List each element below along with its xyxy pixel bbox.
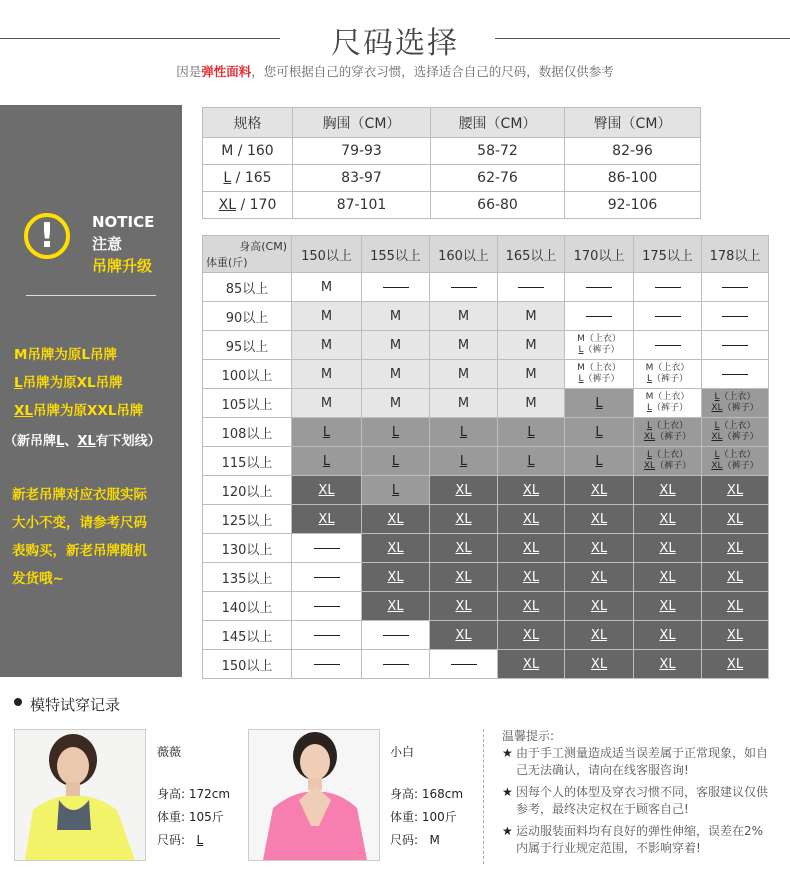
tag-line-m: M吊牌为原L吊牌 <box>14 347 118 363</box>
chest-cell: 87-101 <box>293 192 431 219</box>
size-recommend-cell: L <box>565 389 634 418</box>
dash-line <box>655 345 681 346</box>
hip-cell: 92-106 <box>565 192 701 219</box>
height-weight-fit-table <box>202 235 769 679</box>
table-row <box>203 165 701 192</box>
size-recommend-cell <box>292 621 362 650</box>
dash-line <box>722 345 748 346</box>
size-recommend-cell: XL <box>702 592 769 621</box>
size-recommend-cell: XL <box>634 476 702 505</box>
model-photo-2 <box>248 729 380 861</box>
size-recommend-cell: L <box>498 418 565 447</box>
size-recommend-cell: XL <box>702 476 769 505</box>
size-recommend-cell: L（上衣） XL（裤子） <box>702 389 769 418</box>
dash-line <box>383 635 409 636</box>
model-1-height: 身高: 172cm <box>157 787 231 801</box>
star-icon: ★ <box>502 824 513 838</box>
sidebar-para-4: 发货哦~ <box>12 571 64 587</box>
dash-line <box>722 374 748 375</box>
waist-cell: 58-72 <box>431 138 565 165</box>
size-recommend-cell <box>362 650 430 679</box>
size-recommend-cell <box>292 534 362 563</box>
size-recommend-cell: M <box>498 302 565 331</box>
weight-label: 125以上 <box>203 505 292 534</box>
col-header-waist: 腰围（CM） <box>431 108 565 138</box>
size-recommend-cell: L <box>292 418 362 447</box>
dash-line <box>451 664 477 665</box>
chest-cell: 79-93 <box>293 138 431 165</box>
size-recommend-cell <box>430 650 498 679</box>
size-recommend-cell: XL <box>430 563 498 592</box>
size-recommend-cell <box>362 273 430 302</box>
table-row <box>203 563 769 592</box>
size-recommend-cell: M <box>498 331 565 360</box>
weight-label: 85以上 <box>203 273 292 302</box>
size-recommend-cell <box>702 273 769 302</box>
size-recommend-cell <box>634 331 702 360</box>
weight-label: 140以上 <box>203 592 292 621</box>
size-recommend-cell <box>292 592 362 621</box>
size-recommend-cell: L（上衣） XL（裤子） <box>634 418 702 447</box>
table-row <box>203 331 769 360</box>
size-recommend-cell: XL <box>498 563 565 592</box>
size-recommend-cell: L <box>292 447 362 476</box>
size-recommend-cell: XL <box>702 563 769 592</box>
weight-label: 105以上 <box>203 389 292 418</box>
size-recommend-cell: M <box>292 389 362 418</box>
sidebar-para-3: 表购买，新老吊牌随机 <box>12 543 147 559</box>
notice-tag: 吊牌升级 <box>92 257 153 275</box>
size-recommend-cell: XL <box>565 650 634 679</box>
chest-cell: 83-97 <box>293 165 431 192</box>
size-recommend-cell: XL <box>634 621 702 650</box>
size-recommend-cell: XL <box>565 621 634 650</box>
dash-line <box>383 287 409 288</box>
tag-line-l: L吊牌为原XL吊牌 <box>14 375 123 391</box>
size-recommend-cell: XL <box>430 505 498 534</box>
size-recommend-cell: XL <box>565 592 634 621</box>
size-recommend-cell: XL <box>565 505 634 534</box>
size-recommend-cell: XL <box>430 592 498 621</box>
size-recommend-cell: L <box>362 476 430 505</box>
size-recommend-cell: L <box>498 447 565 476</box>
weight-label: 130以上 <box>203 534 292 563</box>
size-recommend-cell: XL <box>498 650 565 679</box>
size-recommend-cell: XL <box>565 476 634 505</box>
height-header: 150以上 <box>292 236 362 273</box>
model-1-size: 尺码: L <box>157 833 204 847</box>
size-recommend-cell: XL <box>702 650 769 679</box>
size-recommend-cell: M（上衣） L（裤子） <box>565 331 634 360</box>
size-recommend-cell: M <box>430 331 498 360</box>
height-header: 178以上 <box>702 236 769 273</box>
model-2-weight: 体重: 100斤 <box>390 810 457 824</box>
size-recommend-cell: L（上衣） XL（裤子） <box>634 447 702 476</box>
size-recommend-cell <box>634 273 702 302</box>
model-photo-1 <box>14 729 146 861</box>
weight-label: 95以上 <box>203 331 292 360</box>
dash-line <box>383 664 409 665</box>
notice-sidebar <box>0 105 182 677</box>
waist-cell: 62-76 <box>431 165 565 192</box>
size-recommend-cell: M（上衣） L（裤子） <box>634 389 702 418</box>
size-recommend-cell: M（上衣） L（裤子） <box>634 360 702 389</box>
tip-item: ★ 因每个人的体型及穿衣习惯不同，客服建议仅供参考，最终决定权在于顾客自己! <box>502 785 769 816</box>
col-header-spec: 规格 <box>203 108 293 138</box>
waist-cell: 66-80 <box>431 192 565 219</box>
tips-title: 温馨提示: <box>502 729 555 743</box>
weight-label: 135以上 <box>203 563 292 592</box>
size-spec-table <box>202 107 701 219</box>
size-recommend-cell: M <box>430 302 498 331</box>
weight-label: 150以上 <box>203 650 292 679</box>
tag-note: （新吊牌L、XL有下划线） <box>4 434 161 449</box>
height-header: 165以上 <box>498 236 565 273</box>
size-recommend-cell <box>292 563 362 592</box>
size-recommend-cell: XL <box>634 650 702 679</box>
size-recommend-cell <box>702 360 769 389</box>
dash-line <box>722 316 748 317</box>
size-recommend-cell: M <box>292 360 362 389</box>
dash-line <box>586 287 612 288</box>
weight-label: 100以上 <box>203 360 292 389</box>
corner-header: 身高(CM) 体重(斤) <box>203 236 292 273</box>
size-recommend-cell <box>498 273 565 302</box>
size-recommend-cell: L <box>430 418 498 447</box>
weight-label: 90以上 <box>203 302 292 331</box>
size-recommend-cell: M <box>430 389 498 418</box>
size-recommend-cell: XL <box>498 534 565 563</box>
size-cell: M / 160 <box>203 138 293 165</box>
hip-cell: 86-100 <box>565 165 701 192</box>
table-row <box>203 447 769 476</box>
size-recommend-cell: XL <box>430 476 498 505</box>
table-row <box>203 389 769 418</box>
size-recommend-cell: L <box>362 418 430 447</box>
notice-cn: 注意 <box>92 235 123 253</box>
size-recommend-cell <box>702 302 769 331</box>
bullet-dot-icon <box>14 698 22 706</box>
size-recommend-cell <box>292 650 362 679</box>
dash-line <box>314 548 340 549</box>
size-recommend-cell: XL <box>634 592 702 621</box>
dash-line <box>314 577 340 578</box>
size-recommend-cell: L（上衣） XL（裤子） <box>702 447 769 476</box>
size-recommend-cell: M <box>362 331 430 360</box>
models-section-title: 模特试穿记录 <box>30 696 121 714</box>
size-recommend-cell: XL <box>565 534 634 563</box>
table-row <box>203 621 769 650</box>
hip-cell: 82-96 <box>565 138 701 165</box>
model-2-height: 身高: 168cm <box>390 787 464 801</box>
size-recommend-cell: XL <box>498 476 565 505</box>
weight-label: 108以上 <box>203 418 292 447</box>
size-recommend-cell: L <box>565 418 634 447</box>
size-recommend-cell: XL <box>362 505 430 534</box>
size-recommend-cell <box>634 302 702 331</box>
dash-line <box>655 316 681 317</box>
dash-line <box>655 287 681 288</box>
table-row <box>203 534 769 563</box>
size-recommend-cell: M <box>292 331 362 360</box>
size-recommend-cell: XL <box>362 592 430 621</box>
size-recommend-cell: M <box>430 360 498 389</box>
exclamation-circle-icon: ! <box>24 213 70 259</box>
table-row <box>203 273 769 302</box>
size-recommend-cell: XL <box>292 476 362 505</box>
size-recommend-cell: XL <box>702 505 769 534</box>
dash-line <box>722 287 748 288</box>
dash-line <box>314 664 340 665</box>
size-recommend-cell: L <box>565 447 634 476</box>
sidebar-divider <box>26 295 156 296</box>
dash-line <box>314 635 340 636</box>
size-recommend-cell: M <box>362 302 430 331</box>
size-recommend-cell: M <box>362 360 430 389</box>
size-recommend-cell <box>565 273 634 302</box>
dash-line <box>586 316 612 317</box>
weight-label: 120以上 <box>203 476 292 505</box>
model-1-weight: 体重: 105斤 <box>157 810 224 824</box>
table-row <box>203 476 769 505</box>
size-recommend-cell: M（上衣） L（裤子） <box>565 360 634 389</box>
height-header: 170以上 <box>565 236 634 273</box>
size-recommend-cell: XL <box>498 621 565 650</box>
size-recommend-cell: XL <box>565 563 634 592</box>
size-recommend-cell: XL <box>634 505 702 534</box>
size-recommend-cell: M <box>292 302 362 331</box>
col-header-chest: 胸围（CM） <box>293 108 431 138</box>
size-recommend-cell: XL <box>362 534 430 563</box>
sidebar-para-2: 大小不变，请参考尺码 <box>12 515 147 531</box>
size-recommend-cell: M <box>498 389 565 418</box>
dash-line <box>314 606 340 607</box>
height-header: 175以上 <box>634 236 702 273</box>
table-row <box>203 360 769 389</box>
height-header: 155以上 <box>362 236 430 273</box>
size-recommend-cell: L <box>430 447 498 476</box>
size-recommend-cell: XL <box>702 534 769 563</box>
table-row <box>203 505 769 534</box>
size-cell: L / 165 <box>203 165 293 192</box>
table-row <box>203 302 769 331</box>
sidebar-para-1: 新老吊牌对应衣服实际 <box>12 487 147 503</box>
size-recommend-cell: L <box>362 447 430 476</box>
size-recommend-cell: XL <box>634 534 702 563</box>
tip-item: ★ 运动服装面料均有良好的弹性伸缩，误差在2%内属于行业规定范围，不影响穿着! <box>502 824 764 855</box>
table-row <box>203 192 701 219</box>
star-icon: ★ <box>502 785 513 799</box>
size-recommend-cell: M <box>498 360 565 389</box>
table-row <box>203 650 769 679</box>
weight-label: 145以上 <box>203 621 292 650</box>
model-2-name: 小白 <box>390 745 415 759</box>
size-recommend-cell <box>565 302 634 331</box>
weight-label: 115以上 <box>203 447 292 476</box>
size-recommend-cell: XL <box>634 563 702 592</box>
size-recommend-cell: L（上衣） XL（裤子） <box>702 418 769 447</box>
model-1-name: 薇薇 <box>157 745 182 759</box>
page-title: 尺码选择 <box>331 26 459 61</box>
size-recommend-cell: XL <box>702 621 769 650</box>
model-2-size: 尺码: M <box>390 833 440 847</box>
col-header-hip: 臀围（CM） <box>565 108 701 138</box>
size-recommend-cell: M <box>292 273 362 302</box>
size-recommend-cell: M <box>362 389 430 418</box>
size-recommend-cell: XL <box>430 534 498 563</box>
dash-line <box>451 287 477 288</box>
size-recommend-cell <box>362 621 430 650</box>
table-row <box>203 592 769 621</box>
height-header: 160以上 <box>430 236 498 273</box>
size-recommend-cell <box>430 273 498 302</box>
page-subtitle: 因是弹性面料，您可根据自己的穿衣习惯，选择适合自己的尺码，数据仅供参考 <box>176 64 614 79</box>
tips-divider <box>483 729 485 864</box>
table-row <box>203 418 769 447</box>
dash-line <box>518 287 544 288</box>
notice-en: NOTICE <box>92 213 155 231</box>
tag-line-xl: XL吊牌为原XXL吊牌 <box>14 403 144 419</box>
size-recommend-cell: XL <box>430 621 498 650</box>
size-recommend-cell: XL <box>362 563 430 592</box>
star-icon: ★ <box>502 746 513 760</box>
size-recommend-cell: XL <box>498 505 565 534</box>
size-recommend-cell: XL <box>292 505 362 534</box>
size-cell: XL / 170 <box>203 192 293 219</box>
table-row <box>203 138 701 165</box>
size-recommend-cell <box>702 331 769 360</box>
size-recommend-cell: XL <box>498 592 565 621</box>
tip-item: ★ 由于手工测量造成适当误差属于正常现象，如自己无法确认，请向在线客服咨询! <box>502 746 769 777</box>
